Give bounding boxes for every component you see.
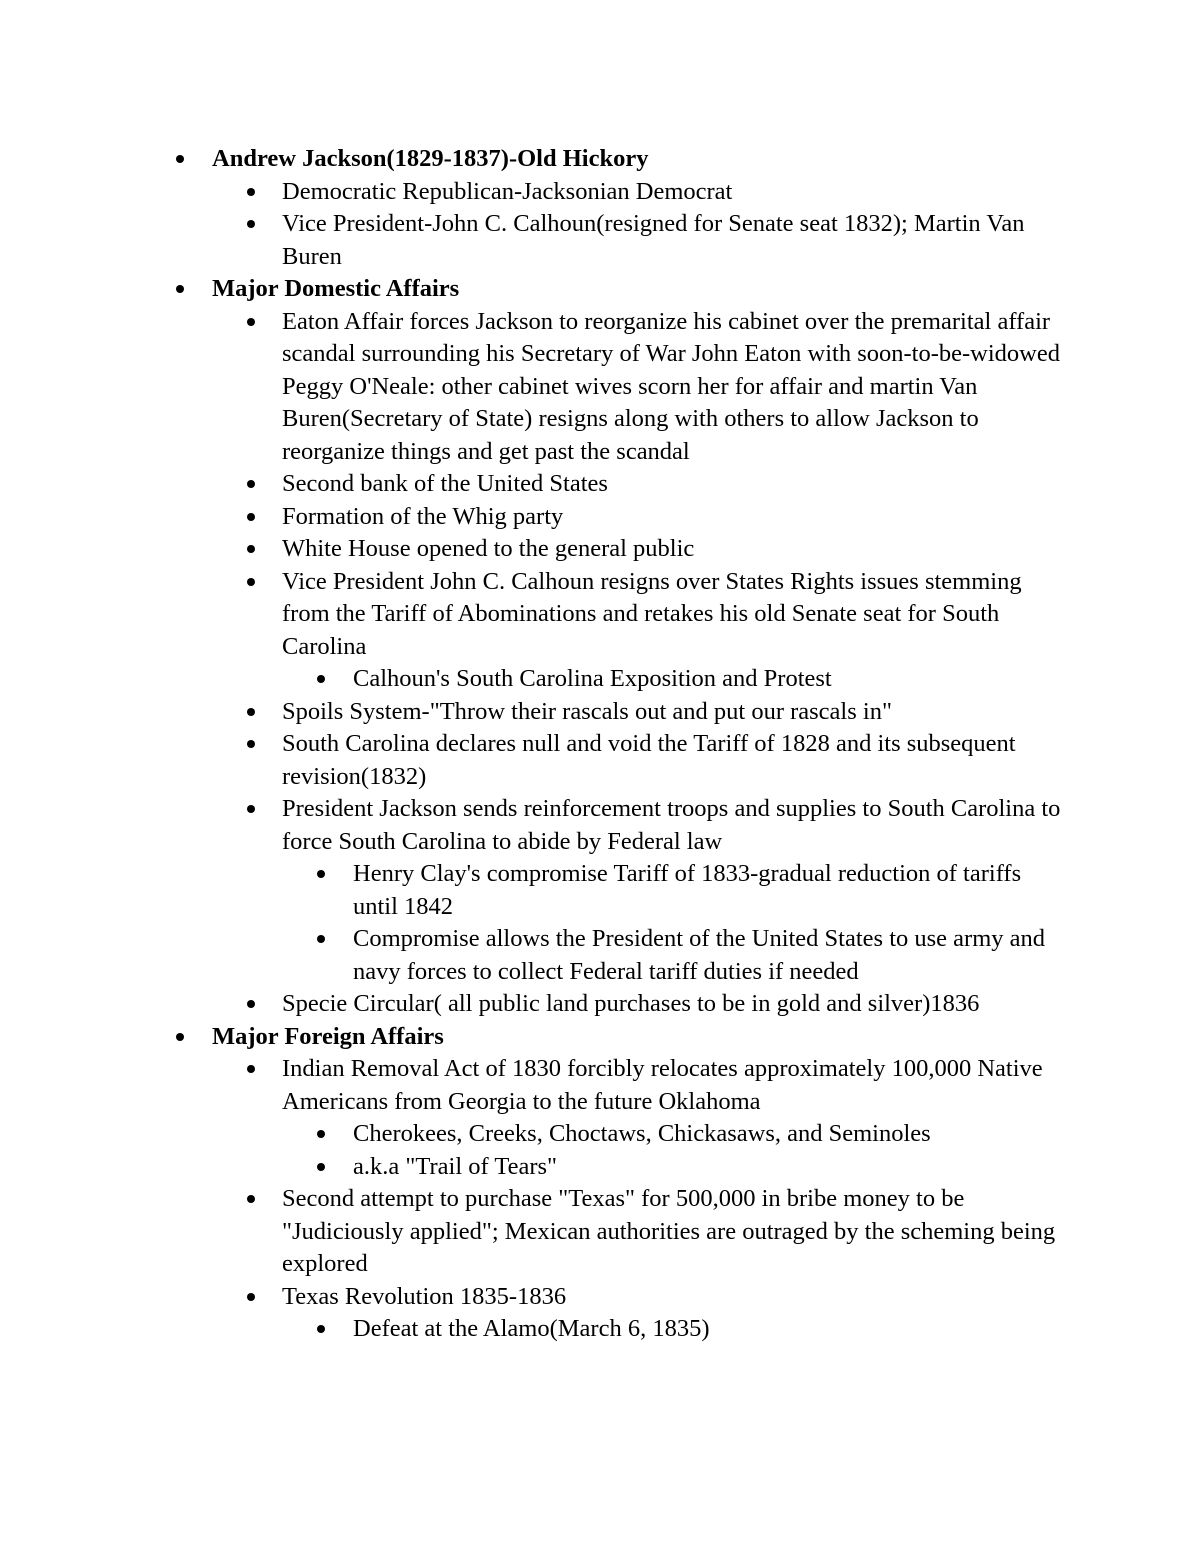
sub-list-item bbox=[0, 1118, 1053, 1151]
list-item bbox=[0, 1281, 1062, 1314]
list-item bbox=[0, 176, 1062, 209]
outline-text: Indian Removal Act of 1830 forcibly relocates approximately 100,000 Native Americans from Georgia to the future Oklahoma bbox=[282, 1055, 1043, 1115]
outline-text: Formation of the Whig party bbox=[282, 502, 564, 530]
list-item bbox=[0, 728, 1062, 793]
bullet-icon bbox=[247, 1065, 255, 1073]
outline-text: Major Domestic Affairs bbox=[212, 275, 460, 302]
outline-text: Henry Clay's compromise Tariff of 1833-gradual reduction of tariffs until 1842 bbox=[353, 860, 1022, 920]
outline-text: Spoils System-"Throw their rascals out and put our rascals in" bbox=[282, 697, 892, 725]
outline-text: Calhoun's South Carolina Exposition and Protest bbox=[353, 665, 832, 692]
bullet-icon bbox=[317, 675, 325, 683]
bullet-icon bbox=[247, 480, 255, 488]
list-item bbox=[0, 1183, 1062, 1281]
bullet-icon bbox=[176, 285, 184, 293]
heading-major-domestic-affairs bbox=[0, 273, 1072, 306]
bullet-icon bbox=[247, 578, 255, 586]
bullet-icon bbox=[317, 935, 325, 943]
sub-list-item bbox=[0, 1313, 1053, 1346]
outline-text: a.k.a "Trail of Tears" bbox=[353, 1152, 558, 1180]
outline-text: Andrew Jackson(1829-1837)-Old Hickory bbox=[212, 145, 649, 172]
bullet-icon bbox=[247, 805, 255, 813]
outline-text: President Jackson sends reinforcement troops and supplies to South Carolina to force South Carolina to abide by Federal law bbox=[282, 795, 1061, 855]
outline-text: Second bank of the United States bbox=[282, 470, 608, 497]
outline-text: Compromise allows the President of the United States to use army and navy forces to collect Federal tariff duties if needed bbox=[353, 925, 1046, 985]
outline-text: Eaton Affair forces Jackson to reorganize his cabinet over the premarital affair scandal surrounding his Secretary of War John Eaton with soon-to-be-widowed Peggy O'Neale: other cabinet wives scorn her for affair and martin Van Buren(Secretary of State) resigns along with others to allow Jackson to reorganize things and get past the scandal bbox=[282, 307, 1060, 465]
outline-text: Major Foreign Affairs bbox=[212, 1022, 444, 1050]
heading-andrew-jackson bbox=[0, 143, 1072, 176]
list-item bbox=[0, 696, 1062, 729]
outline-text: Second attempt to purchase "Texas" for 500,000 in bribe money to be "Judiciously applied"; Mexican authorities are outraged by the scheming being explored bbox=[282, 1185, 1056, 1277]
list-item bbox=[0, 501, 1062, 534]
bullet-icon bbox=[317, 1325, 325, 1333]
outline-text: Cherokees, Creeks, Choctaws, Chickasaws, and Seminoles bbox=[353, 1120, 931, 1147]
list-item bbox=[0, 793, 1062, 858]
sub-list-item bbox=[0, 663, 1053, 696]
bullet-icon bbox=[176, 155, 184, 163]
outline-text: Texas Revolution 1835-1836 bbox=[282, 1282, 567, 1310]
sub-list-item bbox=[0, 858, 1053, 923]
list-item bbox=[0, 988, 1062, 1021]
bullet-icon bbox=[247, 708, 255, 716]
list-item bbox=[0, 1053, 1062, 1118]
outline-text: Democratic Republican-Jacksonian Democrat bbox=[282, 177, 733, 205]
bullet-icon bbox=[176, 1033, 184, 1041]
sub-list-item bbox=[0, 1151, 1053, 1184]
list-item bbox=[0, 468, 1062, 501]
bullet-icon bbox=[247, 1195, 255, 1203]
list-item bbox=[0, 306, 1062, 469]
outline-text: Specie Circular( all public land purchases to be in gold and silver)1836 bbox=[282, 990, 980, 1017]
list-item bbox=[0, 208, 1062, 273]
heading-major-foreign-affairs bbox=[0, 1021, 1072, 1054]
bullet-icon bbox=[317, 1130, 325, 1138]
list-item bbox=[0, 533, 1062, 566]
outline-text: South Carolina declares null and void the Tariff of 1828 and its subsequent revision(1832) bbox=[282, 730, 1016, 790]
bullet-icon bbox=[247, 318, 255, 326]
bullet-icon bbox=[247, 545, 255, 553]
bullet-icon bbox=[247, 1000, 255, 1008]
bullet-icon bbox=[247, 513, 255, 521]
outline-text: White House opened to the general public bbox=[282, 535, 695, 562]
bullet-icon bbox=[317, 870, 325, 878]
list-item bbox=[0, 566, 1062, 664]
outline-text: Vice President-John C. Calhoun(resigned for Senate seat 1832); Martin Van Buren bbox=[282, 210, 1025, 270]
bullet-outline bbox=[0, 143, 1200, 1346]
outline-text: Defeat at the Alamo(March 6, 1835) bbox=[353, 1315, 710, 1342]
sub-list-item bbox=[0, 923, 1053, 988]
outline-text: Vice President John C. Calhoun resigns over States Rights issues stemming from the Tariff of Abominations and retakes his old Senate seat for South Carolina bbox=[282, 567, 1022, 660]
bullet-icon bbox=[247, 740, 255, 748]
bullet-icon bbox=[317, 1163, 325, 1171]
bullet-icon bbox=[247, 1293, 255, 1301]
bullet-icon bbox=[247, 220, 255, 228]
bullet-icon bbox=[247, 188, 255, 196]
